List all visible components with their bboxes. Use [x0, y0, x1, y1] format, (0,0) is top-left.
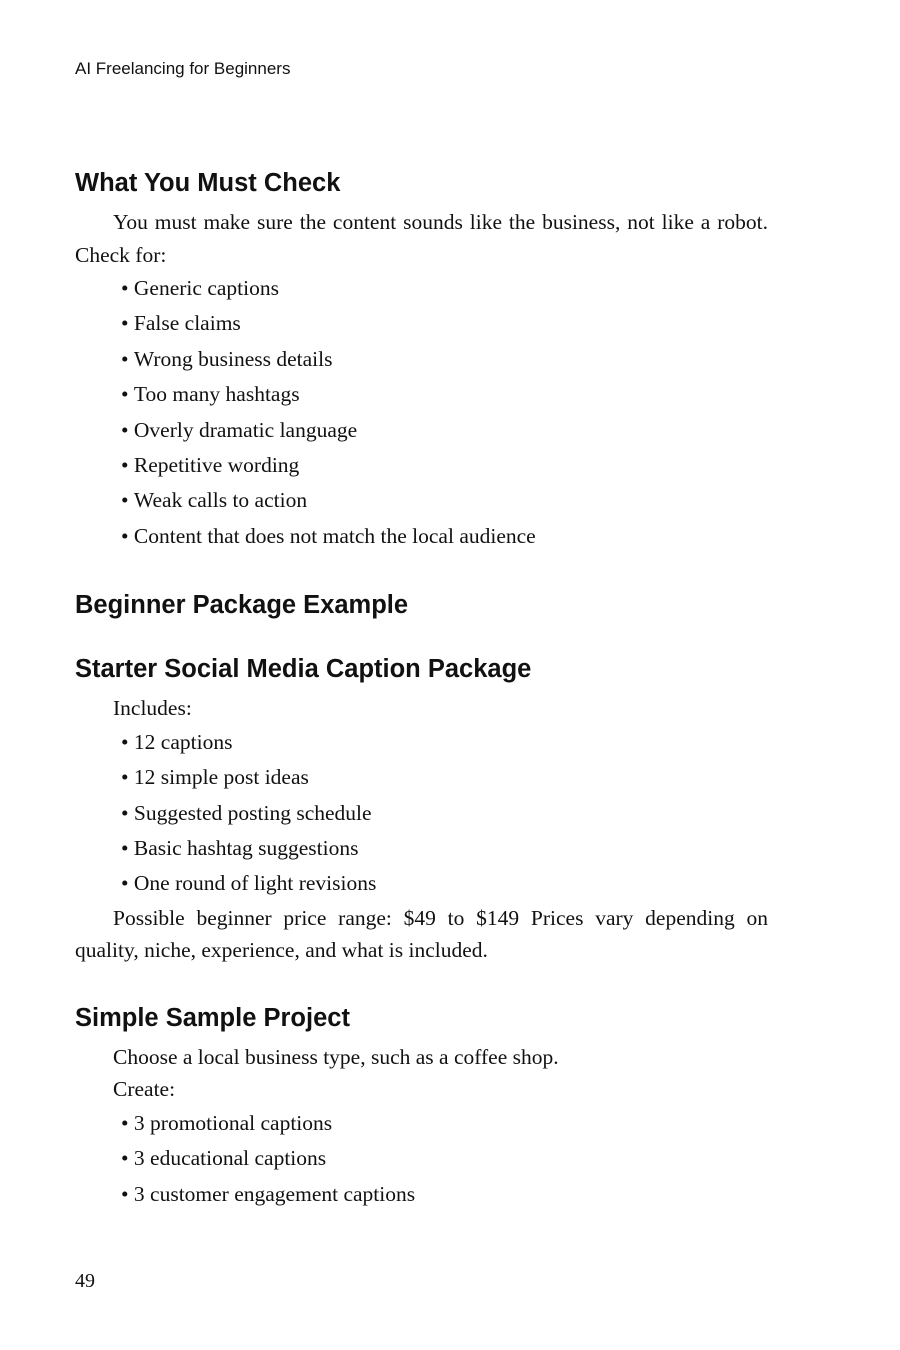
sample-project-intro: Choose a local business type, such as a coffee shop.	[113, 1044, 559, 1069]
list-item: • False claims	[121, 306, 768, 341]
list-item: • Wrong business details	[121, 342, 768, 377]
list-item: • Overly dramatic language	[121, 413, 768, 448]
list-item: • One round of light revisions	[121, 866, 768, 901]
package-list	[75, 725, 768, 902]
list-item: • Repetitive wording	[121, 448, 768, 483]
list-item: • 12 simple post ideas	[121, 760, 768, 795]
page-content	[75, 162, 768, 1212]
list-item: • Suggested posting schedule	[121, 796, 768, 831]
price-range-paragraph: Possible beginner price range: $49 to $149 Prices vary depending on quality, niche, experience, and what is included.	[75, 905, 768, 963]
page-number: 49	[75, 1270, 95, 1292]
section-heading-what-you-must-check: What You Must Check	[75, 169, 341, 197]
sample-project-list	[75, 1106, 768, 1212]
section-heading-beginner-package-example: Beginner Package Example	[75, 591, 409, 620]
list-item: • Generic captions	[121, 271, 768, 306]
check-intro-paragraph: You must make sure the content sounds like the business, not like a robot. Check for:	[75, 210, 768, 267]
list-item: • 3 customer engagement captions	[121, 1177, 768, 1212]
create-label: Create:	[113, 1077, 176, 1102]
includes-label: Includes:	[113, 696, 192, 721]
section-heading-starter-package: Starter Social Media Caption Package	[75, 655, 532, 684]
list-item: • 12 captions	[121, 725, 768, 760]
list-item: • 3 promotional captions	[121, 1106, 768, 1141]
list-item: • 3 educational captions	[121, 1141, 768, 1176]
check-list	[75, 271, 768, 554]
section-heading-simple-sample-project: Simple Sample Project	[75, 1003, 350, 1032]
running-header: AI Freelancing for Beginners	[75, 59, 291, 78]
list-item: • Content that does not match the local audience	[121, 519, 768, 554]
list-item: • Basic hashtag suggestions	[121, 831, 768, 866]
list-item: • Too many hashtags	[121, 377, 768, 412]
list-item: • Weak calls to action	[121, 483, 768, 518]
